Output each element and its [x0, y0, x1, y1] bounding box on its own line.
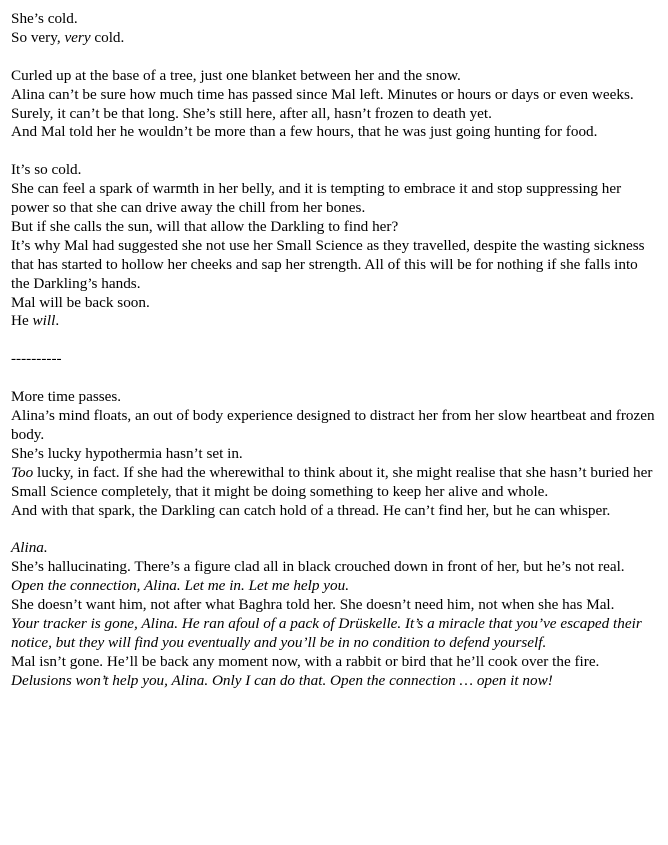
- paragraph: [11, 464, 658, 502]
- paragraph: [11, 539, 658, 558]
- text-run: He: [11, 312, 33, 330]
- paragraph: Surely, it can’t be that long. She’s still here, after all, hasn’t frozen to death yet.: [11, 104, 492, 122]
- paragraph: And with that spark, the Darkling can catch hold of a thread. He can’t find her, but he can whisper.: [11, 501, 611, 519]
- emphasis-text: Open the connection, Alina. Let me in. Let me help you.: [11, 577, 349, 595]
- paragraph: She’s cold.: [11, 10, 78, 27]
- paragraph: [11, 29, 658, 48]
- paragraph: [11, 615, 658, 653]
- paragraph: She’s lucky hypothermia hasn’t set in.: [11, 444, 243, 462]
- paragraph: Curled up at the base of a tree, just one blanket between her and the snow.: [11, 66, 461, 84]
- emphasis-text: Delusions won’t help you, Alina. Only I can do that. Open the connection … open it now!: [11, 671, 553, 689]
- paragraph: Mal isn’t gone. He’ll be back any moment now, with a rabbit or bird that he’ll cook over the fire.: [11, 652, 600, 670]
- text-run: .: [55, 312, 60, 330]
- blank-line: [11, 142, 658, 161]
- text-run: So very,: [11, 28, 65, 46]
- blank-line: [11, 331, 658, 350]
- text-run: lucky, in fact. If she had the wherewithal to think about it, she might realise that she hasn’t buried her Small Science completely, that it might be doing something to keep her alive and whole.: [11, 463, 653, 500]
- blank-line: [11, 520, 658, 539]
- blank-line: [11, 48, 658, 67]
- paragraph: Alina can’t be sure how much time has passed since Mal left. Minutes or hours or days or even weeks.: [11, 85, 634, 103]
- paragraph: [11, 312, 658, 331]
- text-run: cold.: [90, 28, 125, 46]
- paragraph: She doesn’t want him, not after what Baghra told her. She doesn’t need him, not when she has Mal.: [11, 596, 615, 614]
- paragraph: But if she calls the sun, will that allow the Darkling to find her?: [11, 217, 399, 235]
- paragraph: Mal will be back soon.: [11, 293, 150, 311]
- paragraph: More time passes.: [11, 388, 122, 406]
- emphasis-text: very: [64, 28, 91, 46]
- scene-separator: ----------: [11, 350, 62, 368]
- paragraph: And Mal told her he wouldn’t be more than a few hours, that he was just going hunting for food.: [11, 123, 598, 141]
- paragraph: She’s hallucinating. There’s a figure clad all in black crouched down in front of her, but he’s not real.: [11, 558, 625, 576]
- paragraph: [11, 672, 658, 691]
- paragraph: She can feel a spark of warmth in her belly, and it is tempting to embrace it and stop suppressing her power so that she can drive away the chill from her bones.: [11, 180, 622, 217]
- paragraph: It’s so cold.: [11, 161, 82, 179]
- paragraph: Alina’s mind floats, an out of body experience designed to distract her from her slow heartbeat and frozen body.: [11, 406, 655, 443]
- emphasis-text: Your tracker is gone, Alina. He ran afoul of a pack of Drüskelle. It’s a miracle that you’ve escaped their notice, but they will find you eventually and you’ll be in no condition to defend yourself.: [11, 614, 642, 651]
- blank-line: [11, 369, 658, 388]
- paragraph: It’s why Mal had suggested she not use her Small Science as they travelled, despite the wasting sickness that has started to hollow her cheeks and sap her strength. All of this will be for nothing if she falls into the Darkling’s hands.: [11, 236, 645, 292]
- paragraph: [11, 577, 658, 596]
- emphasis-text: Alina.: [11, 539, 48, 557]
- emphasis-text: Too: [11, 463, 34, 481]
- emphasis-text: will: [32, 312, 56, 330]
